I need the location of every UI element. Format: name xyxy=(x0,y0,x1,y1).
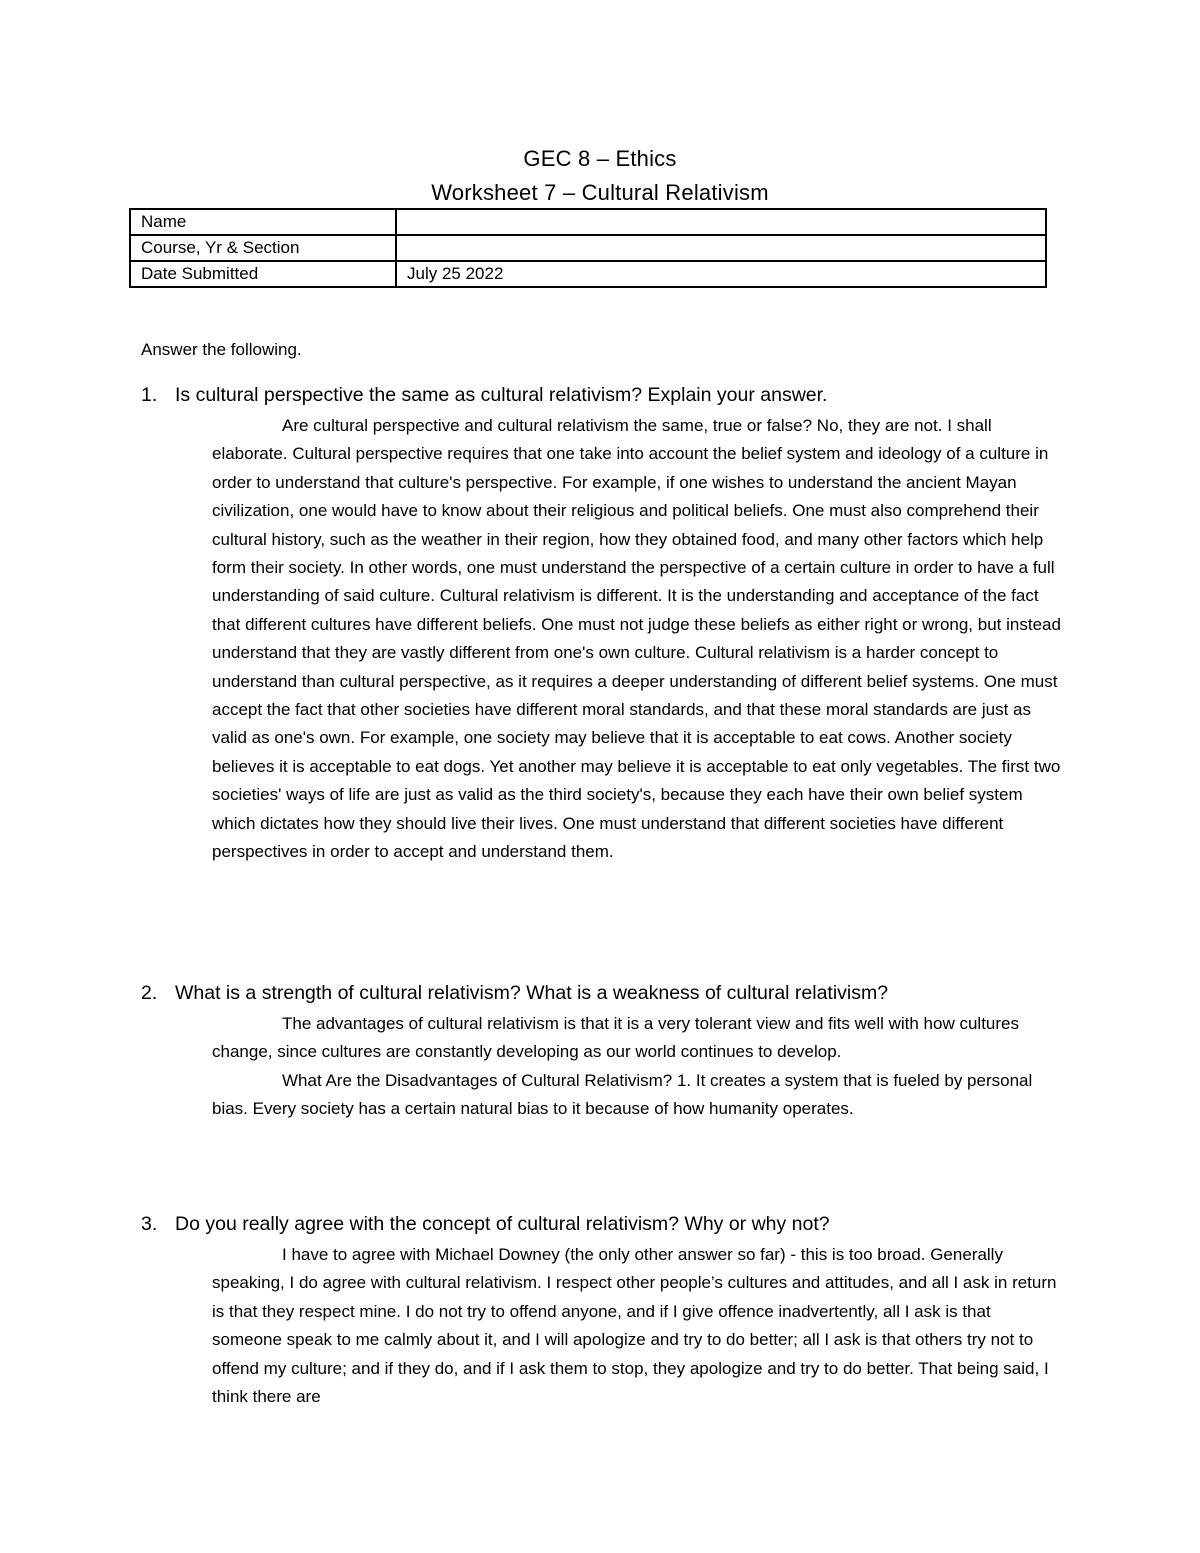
question-2 xyxy=(141,982,888,1005)
date-submitted-value: July 25 2022 xyxy=(396,261,1046,287)
instructions: Answer the following. xyxy=(141,340,302,359)
course-title: GEC 8 – Ethics xyxy=(523,146,677,171)
table-row xyxy=(130,235,1046,261)
answer-paragraph: What Are the Disadvantages of Cultural Relativism? 1. It creates a system that is fueled by personal bias. Every society has a certain natural bias to it because of how humanity operates. xyxy=(212,1070,1033,1119)
course-section-label: Course, Yr & Section xyxy=(130,235,396,261)
question-1 xyxy=(141,384,827,407)
course-section-value xyxy=(396,235,1046,261)
table-row xyxy=(130,261,1046,287)
answer-3 xyxy=(212,1241,1062,1411)
name-label: Name xyxy=(130,209,396,235)
answer-1 xyxy=(212,412,1062,867)
table-row xyxy=(130,209,1046,235)
answer-paragraph: I have to agree with Michael Downey (the only other answer so far) - this is too broad. Generally speaking, I do agree with cultural relativism. I respect other people’s cultures and attitudes, and all I ask in return is that they respect mine. I do not try to offend anyone, and if I give offence inadvertently, all I ask is that someone speak to me calmly about it, and I will apologize and try to do better; all I ask is that others try not to offend my culture; and if they do, and if I ask them to stop, they apologize and try to do better. That being said, I think there are xyxy=(212,1245,1057,1407)
answer-paragraph: The advantages of cultural relativism is that it is a very tolerant view and fits well with how cultures change, since cultures are constantly developing as our world continues to develop. xyxy=(212,1014,1019,1062)
worksheet-title: Worksheet 7 – Cultural Relativism xyxy=(431,180,769,205)
question-number: 1. xyxy=(141,384,158,406)
name-value xyxy=(396,209,1046,235)
student-info-table xyxy=(129,208,1047,288)
question-text: Is cultural perspective the same as cultural relativism? Explain your answer. xyxy=(175,384,828,406)
answer-paragraph: Are cultural perspective and cultural relativism the same, true or false? No, they are not. I shall elaborate. Cultural perspective requires that one take into account the belief system and ideology of a culture in order to understand that culture's perspective. For example, if one wishes to understand the ancient Mayan civilization, one would have to know about their religious and political beliefs. One must also comprehend their cultural history, such as the weather in their region, how they obtained food, and many other factors which help form their society. In other words, one must understand the perspective of a certain culture in order to have a full understanding of said culture. Cultural relativism is different. It is the understanding and acceptance of the fact that different cultures have different beliefs. One must not judge these beliefs as either right or wrong, but instead understand that they are vastly different from one's own culture. Cultural relativism is a harder concept to understand than cultural perspective, as it requires a deeper understanding of different belief systems. One must accept the fact that other societies have different moral standards, and that these moral standards are just as valid as one's own. For example, one society may believe that it is acceptable to eat cows. Another society believes it is acceptable to eat dogs. Yet another may believe it is acceptable to eat only vegetables. The first two societies' ways of life are just as valid as the third society's, because they each have their own belief system which dictates how they should live their lives. One must understand that different societies have different perspectives in order to accept and understand them. xyxy=(212,416,1061,862)
date-submitted-label: Date Submitted xyxy=(130,261,396,287)
question-3 xyxy=(141,1213,830,1236)
question-number: 3. xyxy=(141,1213,158,1235)
question-text: What is a strength of cultural relativism? What is a weakness of cultural relativism? xyxy=(175,982,889,1004)
question-number: 2. xyxy=(141,982,158,1004)
question-text: Do you really agree with the concept of cultural relativism? Why or why not? xyxy=(175,1213,830,1235)
answer-2 xyxy=(212,1010,1062,1124)
